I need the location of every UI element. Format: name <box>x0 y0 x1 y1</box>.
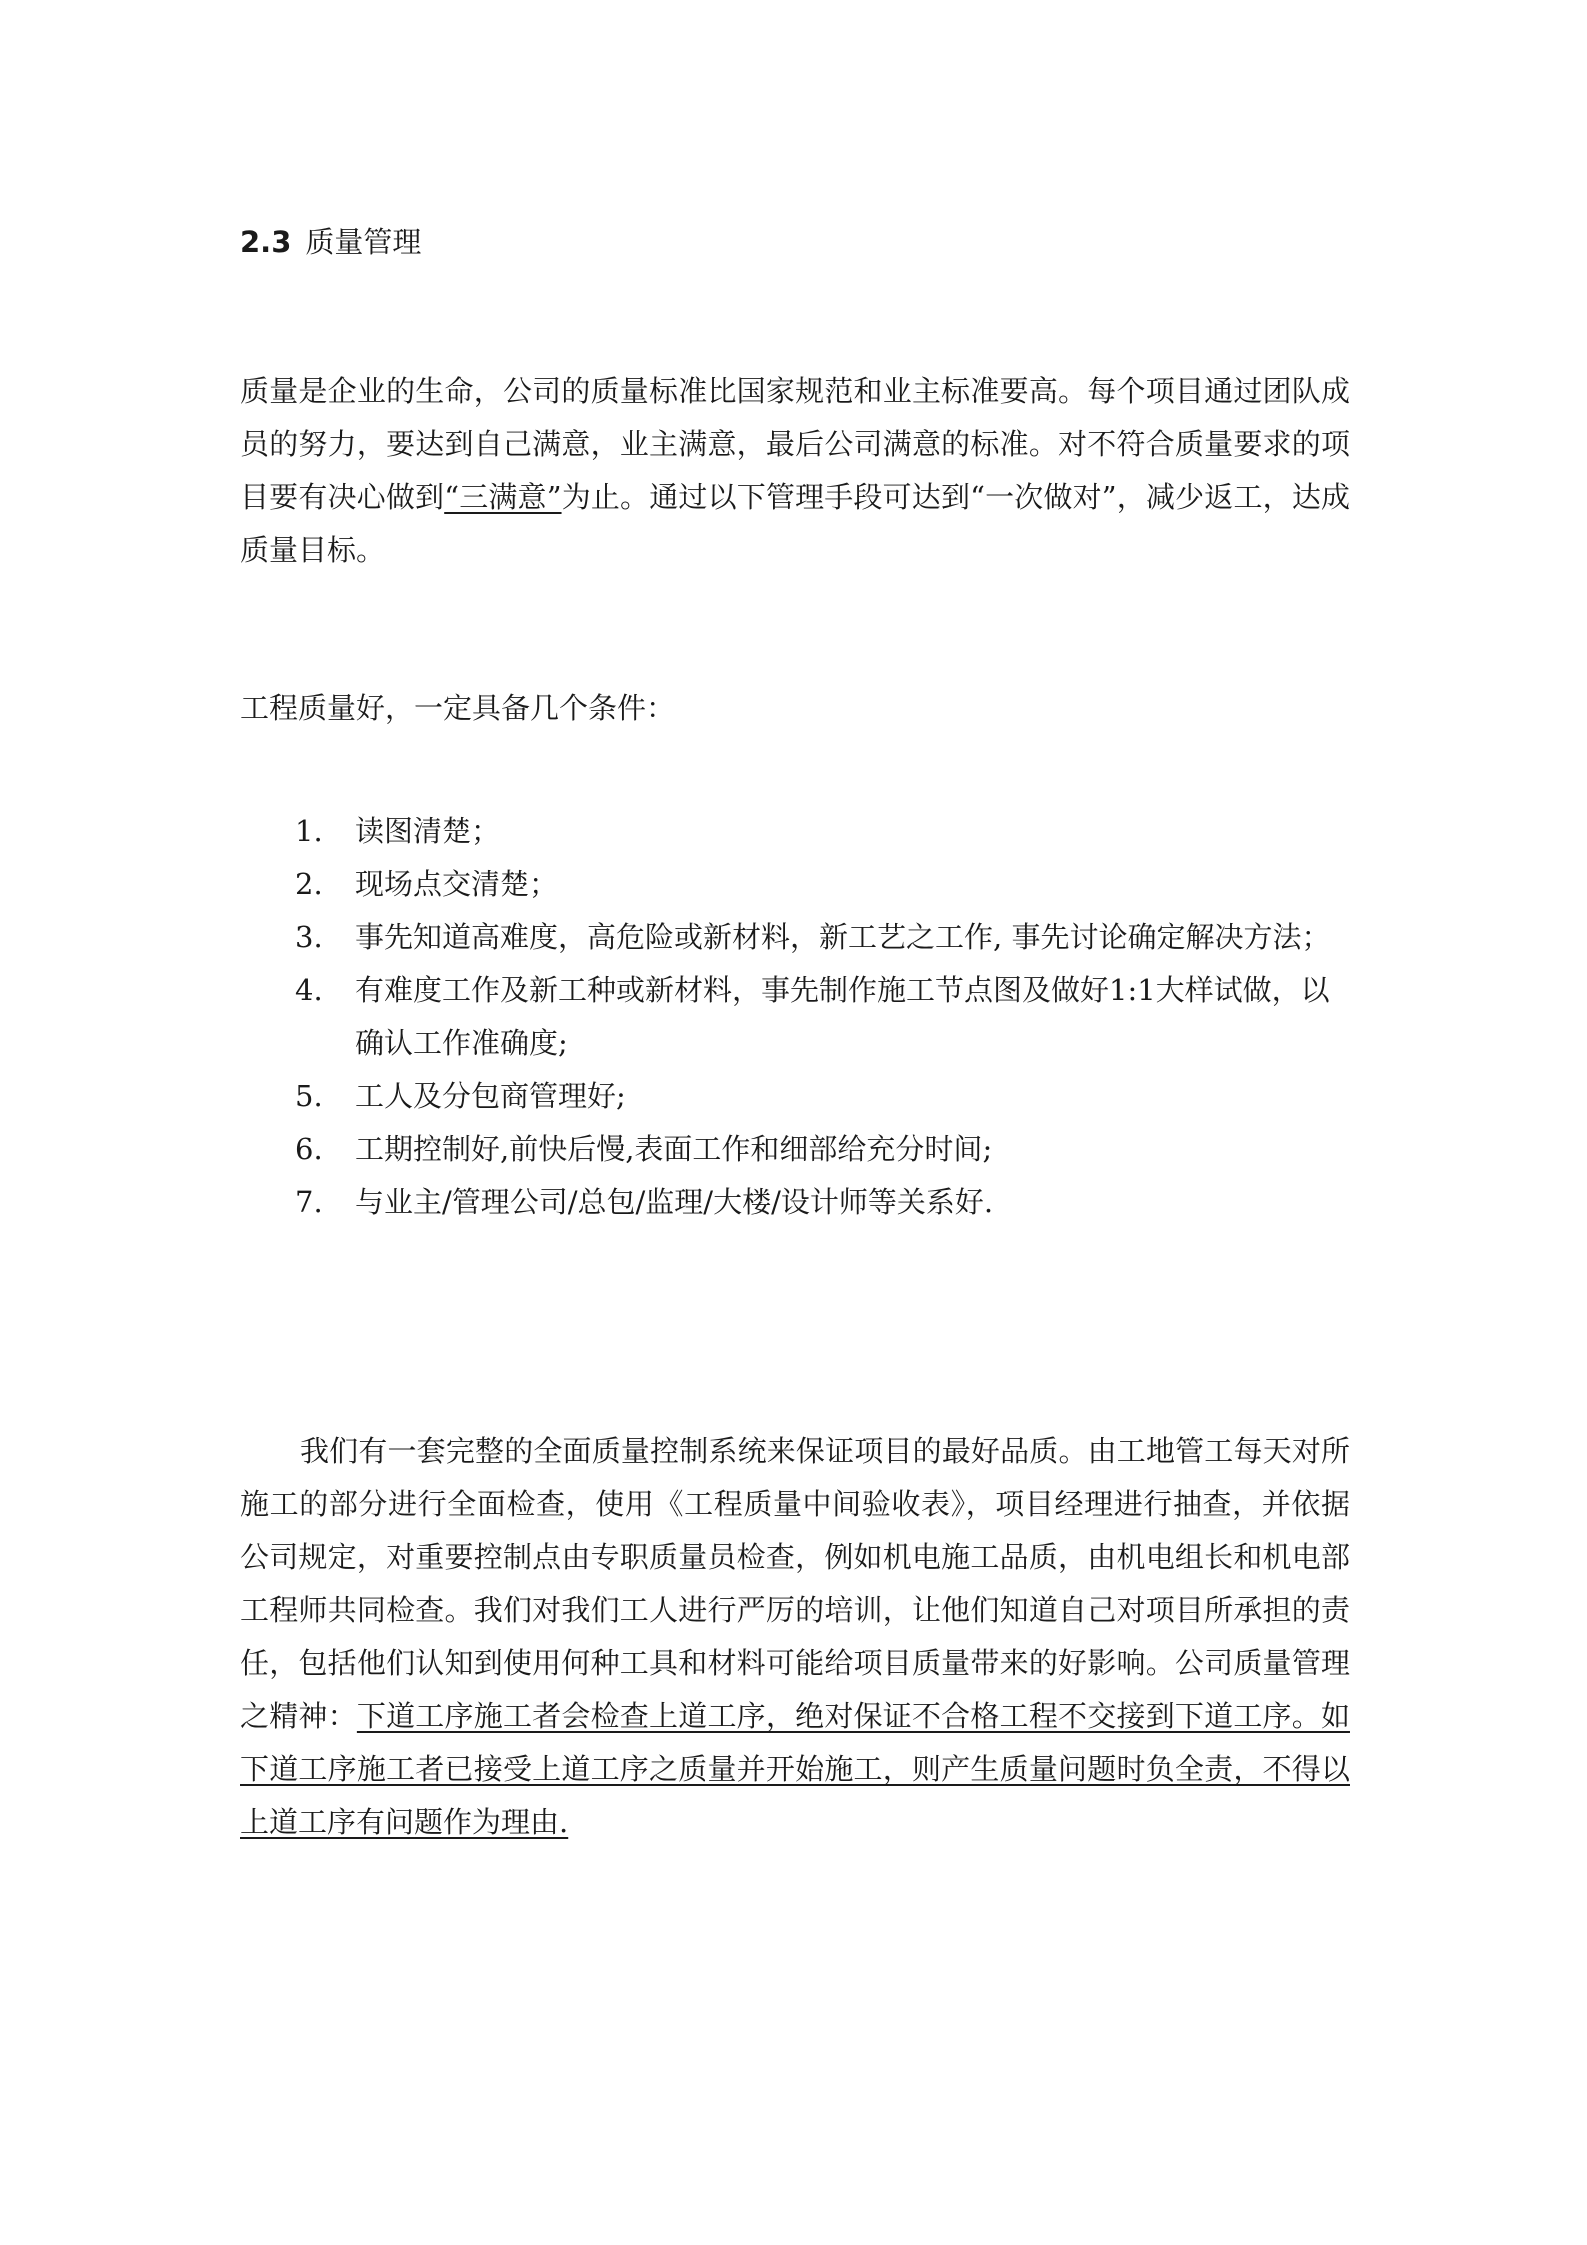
list-item-text: 与业主/管理公司/总包/监理/大楼/设计师等关系好. <box>355 1185 994 1219</box>
list-item-text: 工人及分包商管理好; <box>355 1079 626 1113</box>
list-item <box>295 1123 1350 1176</box>
list-item-number: 1. <box>295 814 323 848</box>
list-item-number: 6. <box>295 1132 323 1166</box>
section-heading <box>240 222 421 262</box>
list-item <box>295 858 1350 911</box>
list-item-text: 工期控制好,前快后慢,表面工作和细部给充分时间; <box>355 1132 993 1166</box>
list-item <box>295 964 1350 1070</box>
list-item <box>295 911 1350 964</box>
list-item-number: 5. <box>295 1079 323 1113</box>
conditions-list <box>295 805 1350 1229</box>
list-item-text: 现场点交清楚； <box>355 867 559 901</box>
list-item-number: 2. <box>295 867 323 901</box>
intro-paragraph <box>240 365 1350 577</box>
closing-paragraph <box>240 1425 1350 1849</box>
intro-underlined-text: “三满意” <box>444 480 562 514</box>
list-item-text: 有难度工作及新工种或新材料，事先制作施工节点图及做好1:1大样试做，以确认工作准确度; <box>355 973 1330 1060</box>
list-item <box>295 805 1350 858</box>
closing-text: 我们有一套完整的全面质量控制系统来保证项目的最好品质。由工地管工每天对所施工的部分进行全面检查，使用《工程质量中间验收表》，项目经理进行抽查，并依据公司规定，对重要控制点由专职质量员检查，例如机电施工品质，由机电组长和机电部工程师共同检查。我们对我们工人进行严厉的培训，让他们知道自己对项目所承担的责任，包括他们认知到使用何种工具和材料可能给项目质量带来的好影响。公司质量管理之精神： <box>240 1434 1350 1733</box>
intro-text-1: 质量是企业的生命，公司的质量标准比国家规范和业主标准要高。每个项目通过团队成员的努力，要达到自己满意，业主满意，最后公司满意的标准。对不符合质量要求的项目要有决心做到 <box>240 374 1350 514</box>
section-title: 质量管理 <box>305 225 422 259</box>
intro-text-2: 为止。通过以下管理手段可达到“一次做对”，减少返工，达成质量目标。 <box>240 480 1350 567</box>
list-item <box>295 1070 1350 1123</box>
list-item-text: 事先知道高难度，高危险或新材料，新工艺之工作, 事先讨论确定解决方法； <box>355 920 1331 954</box>
list-item-number: 4. <box>295 973 323 1007</box>
list-item-number: 3. <box>295 920 323 954</box>
section-number: 2.3 <box>240 225 292 259</box>
closing-underlined-text: 下道工序施工者会检查上道工序，绝对保证不合格工程不交接到下道工序。如下道工序施工者已接受上道工序之质量并开始施工，则产生质量问题时负全责，不得以上道工序有问题作为理由. <box>240 1699 1350 1839</box>
conditions-lead: 工程质量好，一定具备几个条件： <box>240 691 676 725</box>
list-item-text: 读图清楚； <box>355 814 501 848</box>
list-item-number: 7. <box>295 1185 323 1219</box>
list-item <box>295 1176 1350 1229</box>
